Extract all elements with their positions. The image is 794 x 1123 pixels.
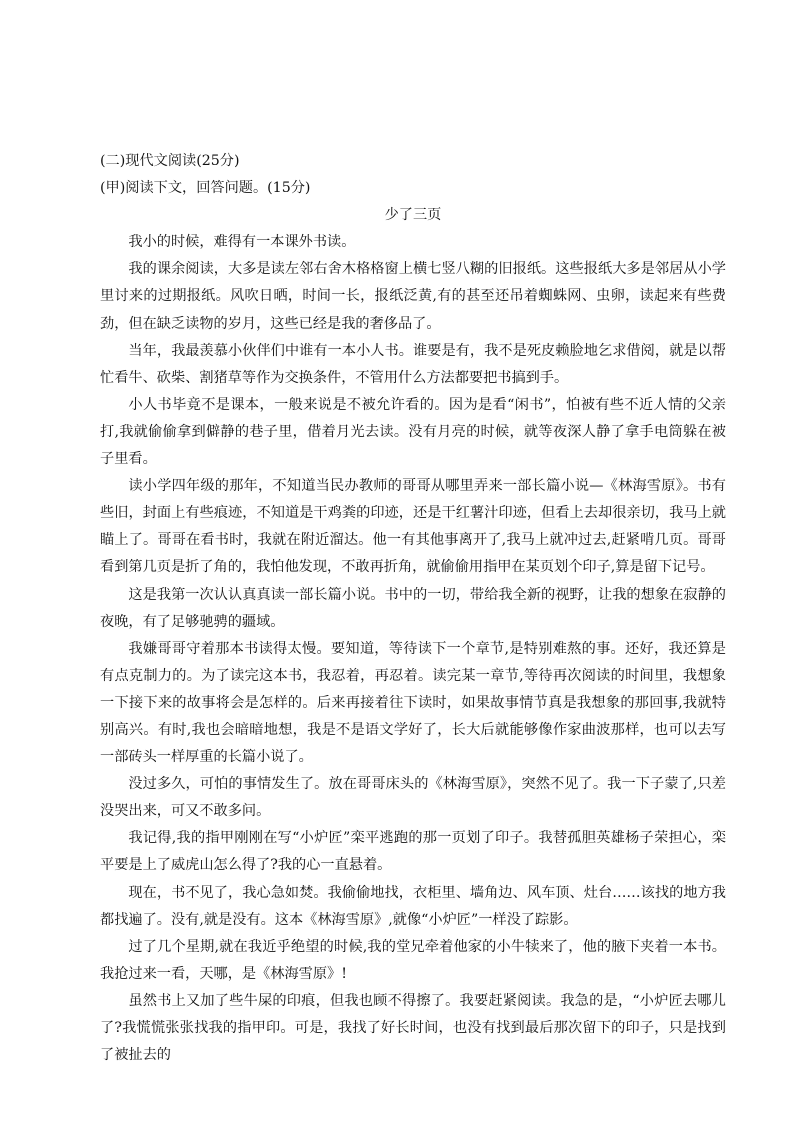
article-paragraph: 现在，书不见了，我心急如焚。我偷偷地找，衣柜里、墙角边、风车顶、灶台……该找的地方我都找遍了。没有,就是没有。这本《林海雪原》,就像“小炉匠”一样没了踪影。 — [100, 884, 726, 928]
article-paragraph: 小人书毕竟不是课本，一般来说是不被允许看的。因为是看“闲书”，怕被有些不近人情的父亲打,我就偷偷拿到僻静的巷子里，借着月光去读。没有月亮的时候，就等夜深人静了拿手电筒躲在被子里看。 — [100, 396, 726, 468]
reading-section — [100, 148, 726, 1069]
article-paragraph: 这是我第一次认认真真读一部长篇小说。书中的一切，带给我全新的视野，让我的想象在寂静的夜晚，有了足够驰骋的疆域。 — [100, 586, 726, 630]
article-paragraph: 我的课余阅读，大多是读左邻右舍木格格窗上横七竖八糊的旧报纸。这些报纸大多是邻居从小学里讨来的过期报纸。风吹日晒，时间一长，报纸泛黄,有的甚至还吊着蜘蛛网、虫卵，读起来有些费劲，但在缺乏读物的岁月，这些已经是我的奢侈品了。 — [100, 261, 726, 332]
article-paragraph: 没过多久，可怕的事情发生了。放在哥哥床头的《林海雪原》，突然不见了。我一下子蒙了,只差没哭出来，可又不敢多问。 — [100, 776, 726, 820]
article-paragraph: 我小的时候，难得有一本课外书读。 — [128, 234, 356, 251]
article-paragraph: 过了几个星期,就在我近乎绝望的时候,我的堂兄牵着他家的小牛犊来了，他的腋下夹着一本书。我抢过来一看，天哪，是《林海雪原》! — [100, 938, 726, 982]
section-instruction: (甲)阅读下文，回答问题。(15分) — [100, 180, 311, 197]
article-paragraph: 当年，我最羡慕小伙伴们中谁有一本小人书。谁要是有，我不是死皮赖脸地乞求借阅，就是以帮忙看牛、砍柴、割猪草等作为交换条件，不管用什么方法都要把书搞到手。 — [100, 342, 726, 386]
article-paragraph: 我记得,我的指甲刚刚在写“小炉匠”栾平逃跑的那一页划了印子。我替孤胆英雄杨子荣担心，栾平要是上了威虎山怎么得了?我的心一直悬着。 — [100, 830, 726, 874]
article-paragraph: 虽然书上又加了些牛屎的印痕，但我也顾不得擦了。我要赶紧阅读。我急的是，“小炉匠去哪儿了?我慌慌张张找我的指甲印。可是，我找了好长时间，也没有找到最后那次留下的印子，只是找到了被扯去的 — [100, 992, 726, 1064]
article-title: 少了三页 — [384, 207, 442, 224]
article-paragraph: 我嫌哥哥守着那本书读得太慢。要知道，等待读下一个章节,是特别难熬的事。还好，我还算是有点克制力的。为了读完这本书，我忍着，再忍着。读完某一章节,等待再次阅读的时间里，我想象一下接下来的故事将会是怎样的。后来再接着往下读时，如果故事情节真是我想象的那回事,我就特别高兴。有时,我也会暗暗地想，我是不是语文学好了，长大后就能够像作家曲波那样，也可以去写一部砖头一样厚重的长篇小说了。 — [100, 640, 726, 766]
article-paragraph: 读小学四年级的那年，不知道当民办教师的哥哥从哪里弄来一部长篇小说—《林海雪原》。书有些旧，封面上有些痕迹，不知道是干鸡粪的印迹，还是干红薯汁印迹，但看上去却很亲切，我马上就瞄上了。哥哥在看书时，我就在附近溜达。他一有其他事离开了,我马上就冲过去,赶紧啃几页。哥哥看到第几页是折了角的，我怕他发现，不敢再折角，就偷偷用指甲在某页划个印子,算是留下记号。 — [100, 478, 726, 576]
section-heading: (二)现代文阅读(25分) — [100, 153, 240, 169]
